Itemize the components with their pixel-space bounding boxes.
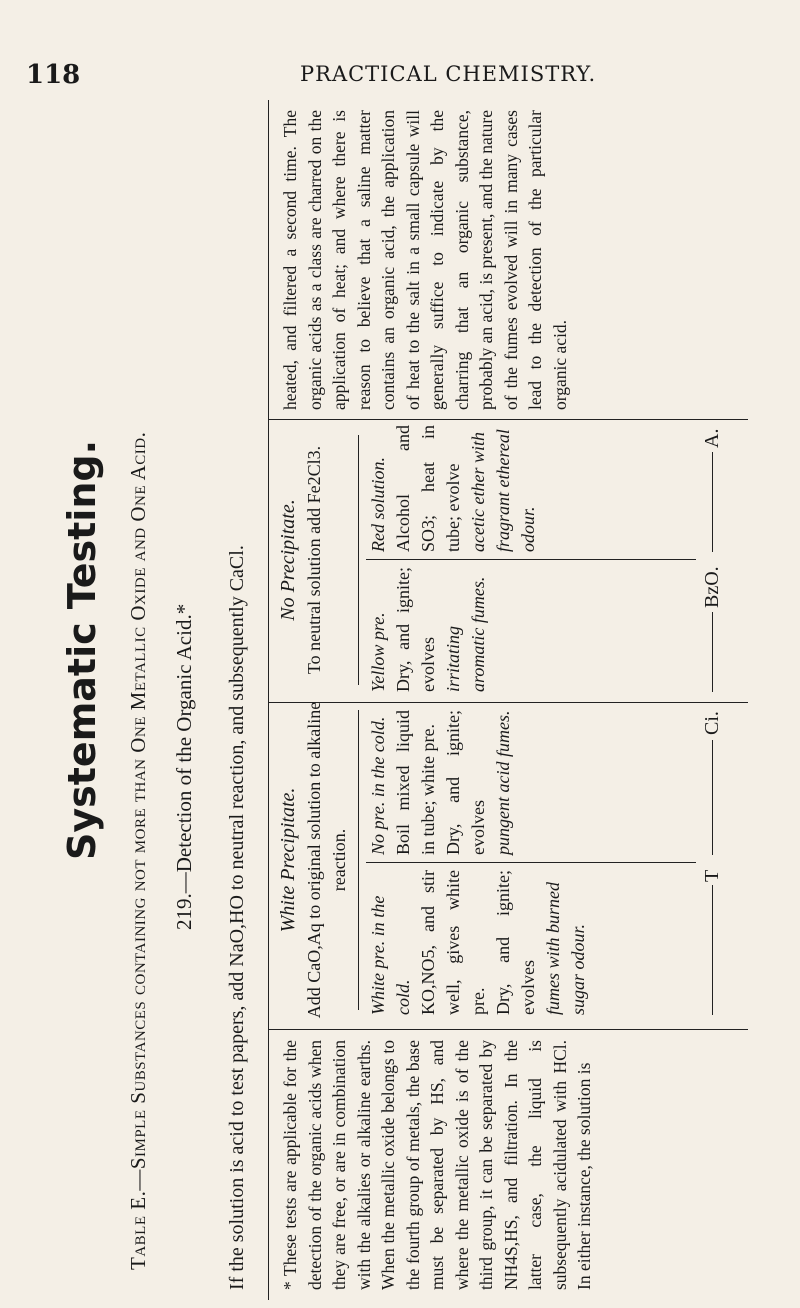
result-ci: Ci. [701, 711, 723, 735]
result-t: T [701, 869, 723, 882]
table-top-rule [268, 100, 269, 1300]
column-divider-left [268, 1029, 748, 1030]
yellow-pre [366, 567, 491, 692]
white-precipitate-heading: White Precipitate. [277, 787, 299, 933]
red-solution-text-b: acetic ether with fragrant ethereal odour. [468, 429, 538, 552]
white-pre-cold-text-b: Dry, and ignite; evolves [493, 870, 538, 1015]
white-pre-cold-text-a: KO,NO5, and stir well, gives white pre. [418, 870, 488, 1015]
section-heading: Systematic Testing. [60, 439, 104, 860]
no-pre-cold-text-c: pungent acid fumes. [493, 710, 513, 855]
page-number: 118 [26, 60, 81, 90]
running-head: PRACTICAL CHEMISTRY. [300, 62, 597, 86]
table-caption: Table E.—Simple Substances containing not more than One Metallic Oxide and One Acid. [126, 431, 150, 1270]
white-pre-cold-heading: White pre. in the cold. [368, 895, 413, 1015]
result-rule-bzo [712, 612, 713, 692]
result-a: A. [701, 428, 723, 448]
right-note: heated, and filtered a second time. The organic acids as a class are charred on the application of heat; and where there is reason to believe that a saline matter contains an organic acid, the application of heat to the salt in a small capsule will generally suffice to indicate by the charring that an organic substance, probably an acid, is present, and the nature of the fumes evolved will in many cases lead to the detection of the particular organic acid. [280, 110, 570, 410]
red-solution-heading: Red solution. [368, 457, 388, 552]
yellow-pre-text-b: irritating aromatic fumes. [443, 576, 488, 692]
subcolumn-divider-1 [366, 862, 696, 863]
result-rule-ci [712, 740, 713, 855]
white-precipitate-instruction: Add CaO,Aq to original solution to alkaline reaction. [304, 701, 349, 1019]
no-pre-cold [366, 710, 516, 855]
subheading: 219.—Detection of the Organic Acid.* [172, 603, 196, 930]
column-divider-right [268, 419, 748, 420]
red-solution [366, 425, 541, 552]
subcolumn-divider-2 [366, 559, 696, 560]
result-rule-t [712, 885, 713, 1015]
white-precipitate-brace [358, 710, 359, 1010]
no-pre-cold-text-b: Dry, and ignite; evolves [443, 710, 488, 855]
rotated-page-body [40, 100, 760, 1300]
red-solution-text-a: Alcohol and SO3; heat in tube; evolve [393, 425, 463, 552]
no-precipitate-brace [358, 435, 359, 685]
yellow-pre-text-a: Dry, and ignite; evolves [393, 567, 438, 692]
result-rule-a [712, 452, 713, 552]
white-pre-cold-text-c: fumes with burned sugar odour. [543, 882, 588, 1015]
yellow-pre-heading: Yellow pre. [368, 612, 388, 692]
page-header [0, 0, 800, 100]
no-pre-cold-heading: No pre. in the cold. [368, 716, 388, 855]
intro-text: If the solution is acid to test papers, add NaO,HO to neutral reaction, and subsequently CaCl. [226, 545, 248, 1290]
no-pre-cold-text-a: Boil mixed liquid in tube; white pre. [393, 710, 438, 855]
no-precipitate-heading: No Precipitate. [277, 499, 299, 621]
branch-divider [268, 702, 748, 703]
white-pre-cold [366, 870, 591, 1015]
footnote: * These tests are applicable for the detection of the organic acids when they are free, or are in combination with the alkalies or alkaline earths. When the metallic oxide belongs to the fourth group of metals, the base must be separated by HS, and where the metallic oxide is of the third group, it can be separated by NH4S,HS, and filtration. In the latter case, the liquid is subsequently acidulated with HCl. In either instance, the solution is [280, 1040, 594, 1290]
no-precipitate-instruction: To neutral solution add Fe2Cl3. [304, 445, 324, 675]
result-bzo: BzO. [701, 566, 723, 608]
